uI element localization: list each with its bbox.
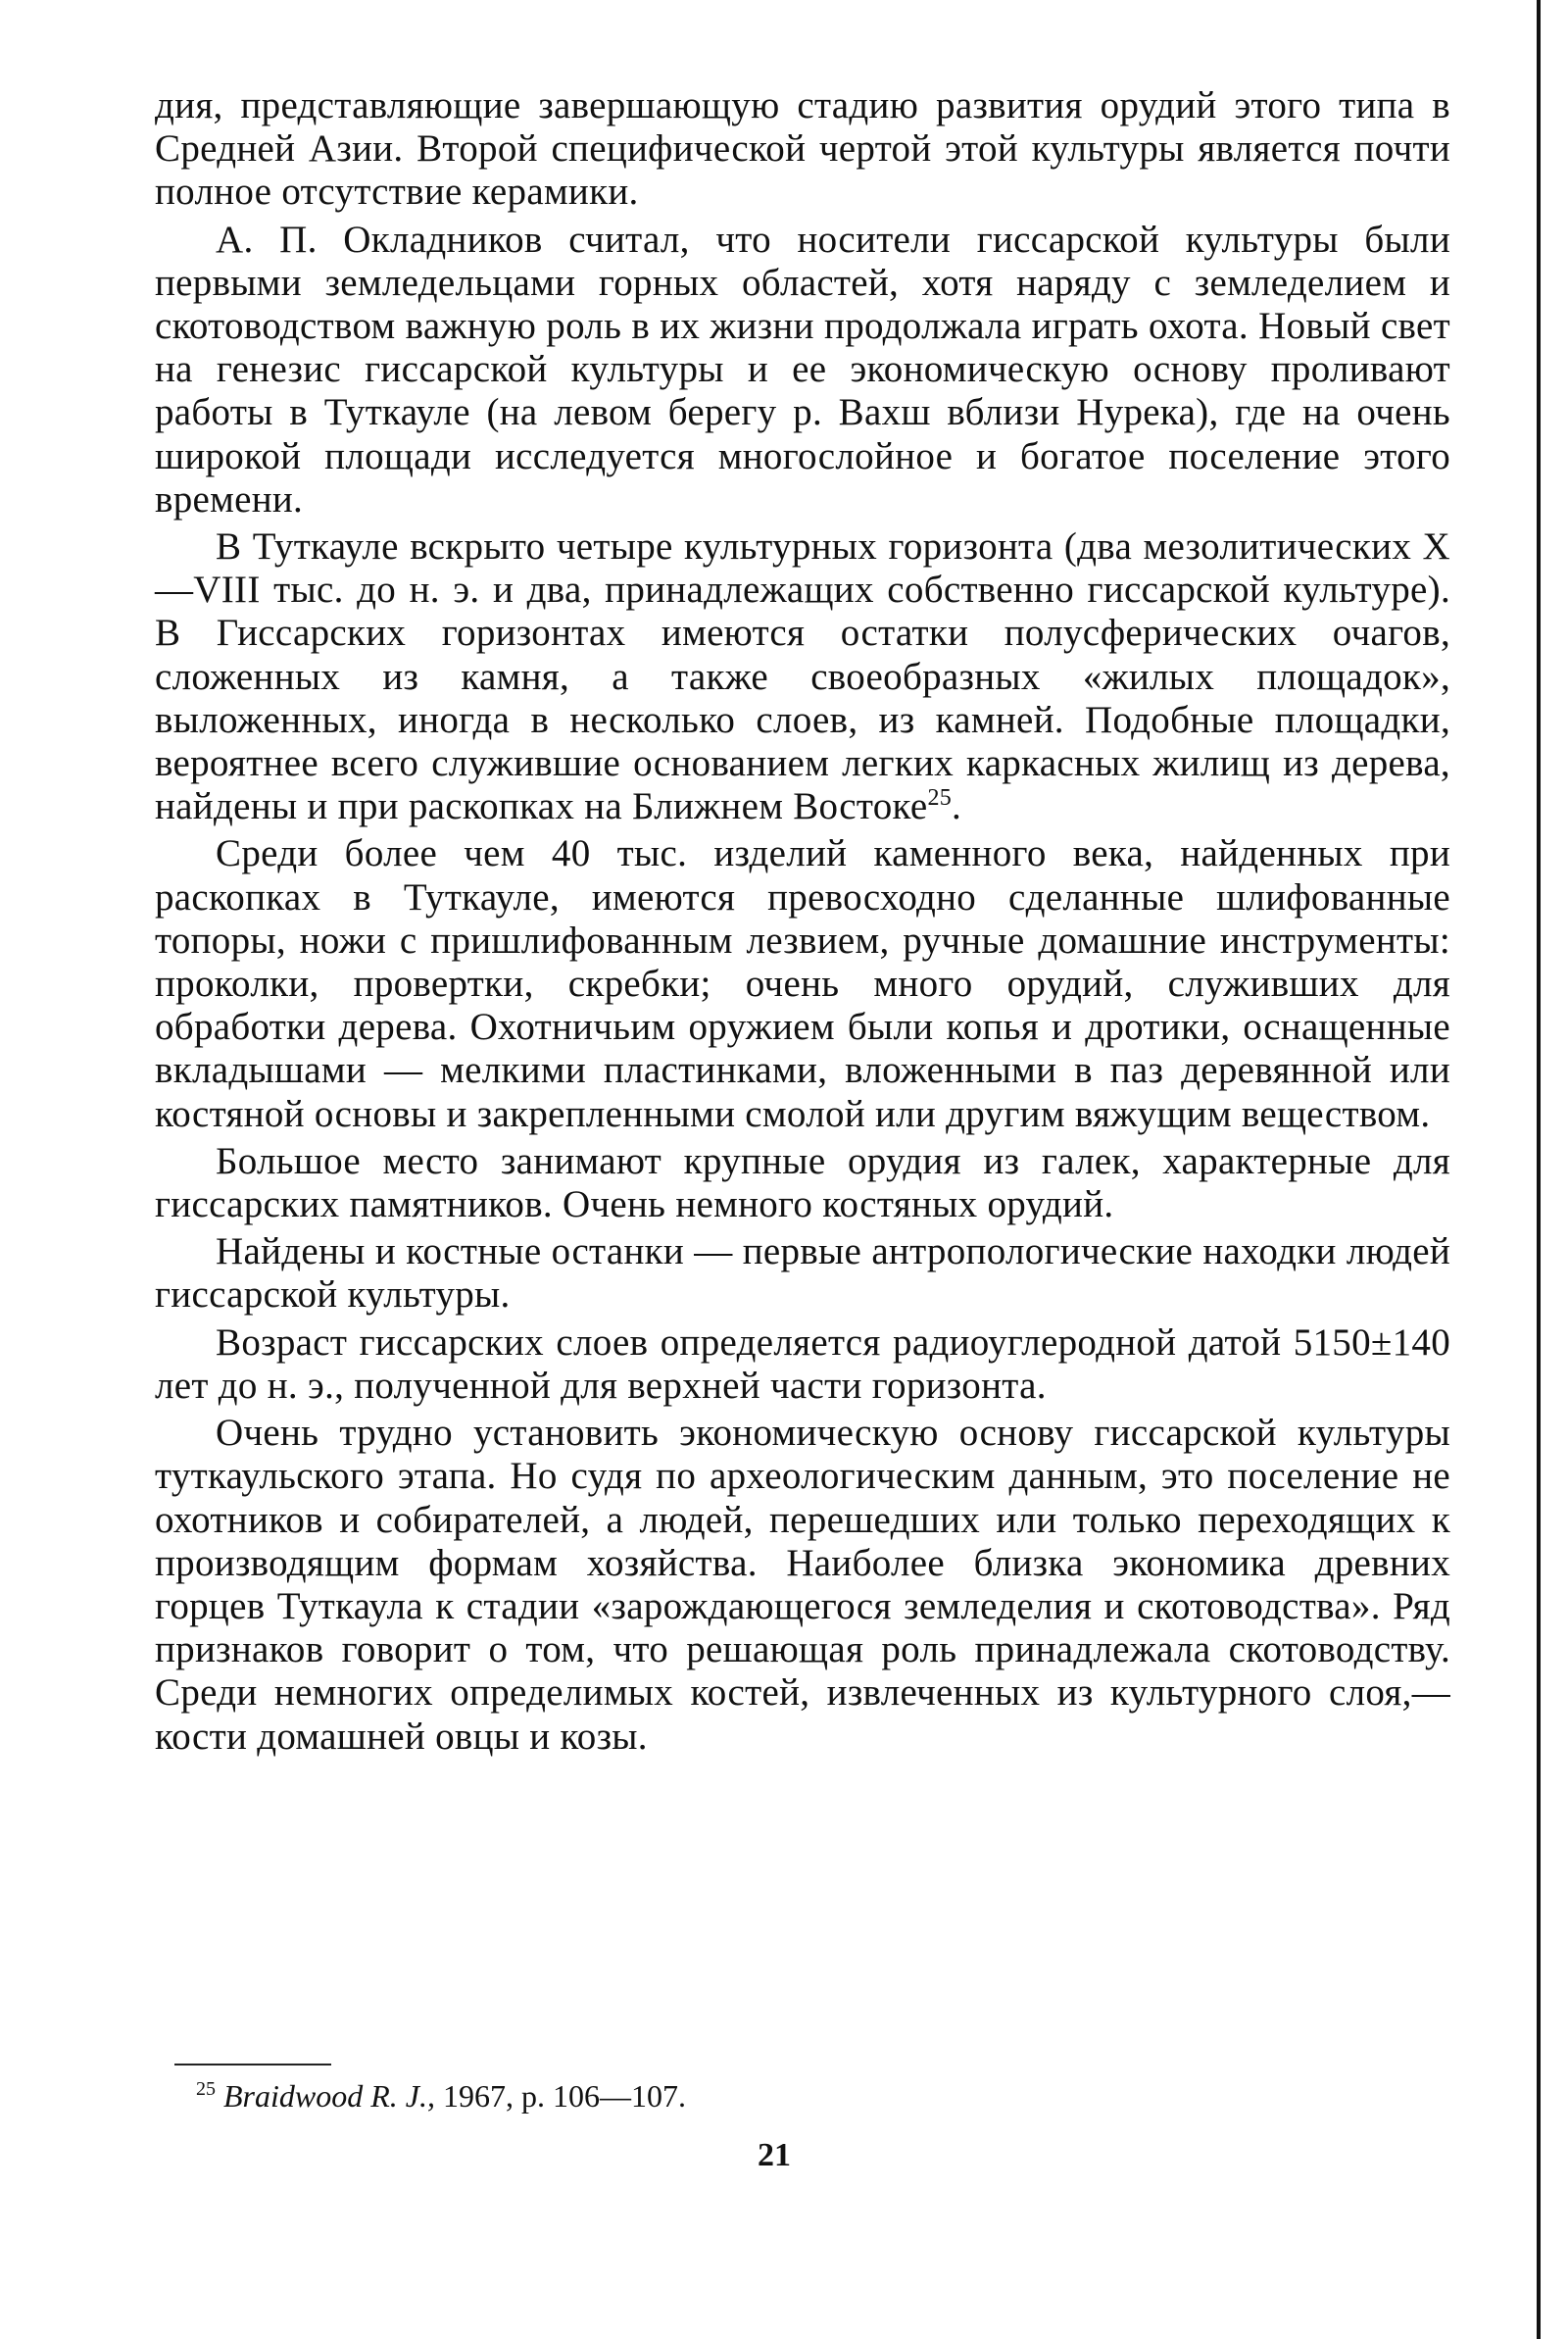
paragraph-3 (155, 525, 1450, 828)
footnote (196, 2076, 686, 2115)
paragraph-6: Найдены и костные останки — первые антропологические находки людей гиссарской культуры. (155, 1230, 1450, 1317)
paragraph-7: Возраст гиссарских слоев определяется радиоуглеродной датой 5150±140 лет до н. э., полученной для верхней части горизонта. (155, 1320, 1450, 1407)
paragraph-8: Очень трудно установить экономическую основу гиссарской культуры туткаульского этапа. Но судя по археологическим данным, это поселение не охотников и собирателей, а людей, перешедших или только переходящих к производящим формам хозяйства. Наиболее близка экономика древних горцев Туткаула к стадии «зарождающегося земледелия и скотоводства». Ряд признаков говорит о том, что решающая роль принадлежала скотоводству. Среди немногих определимых костей, извлеченных из культурного слоя,— кости домашней овцы и козы. (155, 1412, 1450, 1758)
paragraph-4: Среди более чем 40 тыс. изделий каменного века, найденных при раскопках в Туткауле, имеются превосходно сделанные шлифованные топоры, ножи с пришлифованным лезвием, ручные домашние инструменты: проколки, провертки, скребки; очень много орудий, служивших для обработки дерева. Охотничьим оружием были копья и дротики, оснащенные вкладышами — мелкими пластинками, вложенными в паз деревянной или костяной основы и закрепленными смолой или другим вяжущим веществом. (155, 832, 1450, 1135)
footnote-divider (174, 2064, 331, 2065)
paragraph-3-text: В Туткауле вскрыто четыре культурных горизонта (два мезолитических X—VIII тыс. до н. э. и два, принадлежащих собственно гиссарской культуре). В Гиссарских горизонтах имеются остатки полусферических очагов, сложенных из камня, а также своеобразных «жилых площадок», выложенных, иногда в несколько слоев, из камней. Подобные площадки, вероятнее всего служившие основанием легких каркасных жилищ из дерева, найдены и при раскопках на Ближнем Востоке (155, 525, 1450, 828)
paragraph-1: дия, представляющие завершающую стадию развития орудий этого типа в Средней Азии. Второй специфической чертой этой культуры является почти полное отсутствие керамики. (155, 84, 1450, 214)
page-number: 21 (758, 2137, 791, 2173)
page-edge-divider (1537, 0, 1541, 2339)
paragraph-5: Большое место занимают крупные орудия из галек, характерные для гиссарских памятников. Очень немного костяных орудий. (155, 1139, 1450, 1226)
paragraph-2: А. П. Окладников считал, что носители гиссарской культуры были первыми земледельцами горных областей, хотя наряду с земледелием и скотоводством важную роль в их жизни продолжала играть охота. Новый свет на генезис гиссарской культуры и ее экономическую основу проливают работы в Туткауле (на левом берегу р. Вахш вблизи Нурека), где на очень широкой площади исследуется многослойное и богатое поселение этого времени. (155, 218, 1450, 521)
footnote-number: 25 (196, 2078, 216, 2101)
footnote-author: Braidwood R. J., (223, 2078, 435, 2114)
body-text (155, 84, 1450, 1759)
footnote-citation: 1967, p. 106—107. (442, 2078, 686, 2114)
paragraph-3-end: . (952, 785, 962, 828)
footnote-reference[interactable]: 25 (927, 785, 953, 812)
